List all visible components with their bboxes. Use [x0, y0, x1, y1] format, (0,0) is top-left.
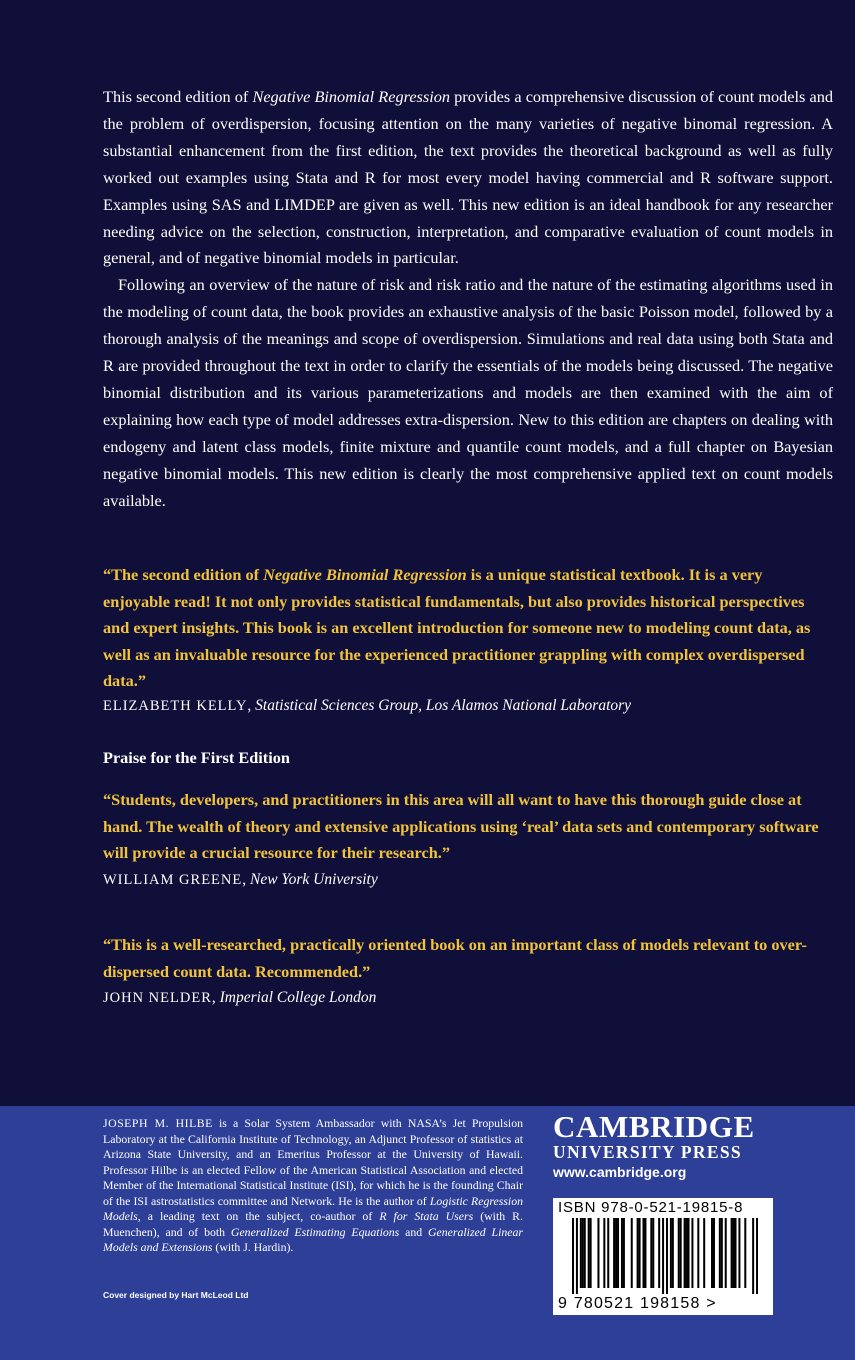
author-bio: JOSEPH M. HILBE is a Solar System Ambassador with NASA’s Jet Propulsion Laboratory at the California Institute of Technology, an Adjunct Professor of statistics at Arizona State University, and an Emeritus Professor at the University of Hawaii. Professor Hilbe is an elected Fellow of the American Statistical Association and elected Member of the International Statistical Institute (ISI), for which he is the founding Chair of the ISI astrostatistics committee and Network. He is the author of Logistic Regression Models, a leading text on the subject, co-author of R for Stata Users (with R. Muenchen), and of both Generalized Estimating Equations and Generalized Linear Models and Extensions (with J. Hardin). — [103, 1116, 523, 1254]
barcode-bar — [615, 1218, 617, 1288]
review-attribution-nelder: JOHN NELDER, Imperial College London — [103, 989, 377, 1006]
barcode-bar — [721, 1218, 723, 1288]
book-title: Negative Binomial Regression — [252, 87, 451, 106]
review-attribution-greene: WILLIAM GREENE, New York University — [103, 871, 378, 888]
barcode-bar — [713, 1218, 715, 1288]
review-quote-greene: “Students, developers, and practitioners in this area will all want to have this thorough guide close at hand. The wealth of theory and extensive applications using ‘real’ data sets and contemporary software will provide a crucial resource for their research.” — [103, 790, 819, 863]
publisher-logo — [553, 1111, 755, 1182]
barcode-bar — [735, 1218, 737, 1288]
barcode-bar — [650, 1218, 652, 1288]
publisher-url: www.cambridge.org — [553, 1164, 687, 1180]
barcode-bar — [670, 1218, 672, 1288]
barcode-bar — [582, 1218, 584, 1288]
barcode-bar — [686, 1218, 688, 1288]
author-name: JOSEPH M. HILBE — [103, 1116, 213, 1130]
cover-credit: Cover designed by Hart McLeod Ltd — [103, 1290, 249, 1300]
reviewer-name: WILLIAM GREENE — [103, 872, 243, 888]
barcode-bar — [617, 1218, 619, 1288]
barcode-bar — [637, 1218, 639, 1288]
barcode-bar — [662, 1218, 664, 1294]
reviewer-affiliation: Statistical Sciences Group, Los Alamos National Laboratory — [255, 697, 632, 714]
barcode-bar — [590, 1218, 592, 1288]
praise-heading: Praise for the First Edition — [103, 748, 290, 767]
barcode-bar — [572, 1218, 574, 1294]
barcode-bar — [623, 1218, 625, 1288]
barcode-bar — [703, 1218, 705, 1288]
barcode-bar — [576, 1218, 578, 1294]
barcode-bar — [597, 1218, 599, 1288]
publisher-name: CAMBRIDGE — [553, 1109, 755, 1144]
barcode-bar — [584, 1218, 586, 1288]
barcode-bar — [580, 1218, 582, 1288]
reviewer-name: JOHN NELDER — [103, 990, 212, 1006]
barcode-bar — [752, 1218, 754, 1294]
barcode-bar — [719, 1218, 721, 1288]
reviewer-affiliation: Imperial College London — [219, 989, 377, 1006]
barcode-bar — [697, 1218, 699, 1288]
barcode-digits: 9 780521 198158 > — [558, 1295, 717, 1312]
barcode-bar — [731, 1218, 733, 1288]
barcode-bar — [725, 1218, 727, 1288]
barcode-bar — [652, 1218, 654, 1288]
barcode-bar — [738, 1218, 740, 1288]
barcode-bar — [688, 1218, 690, 1288]
blurb-paragraph-2: Following an overview of the nature of risk and risk ratio and the nature of the estimating algorithms used in the modeling of count data, the book provides an exhaustive analysis of the basic Poisson model, followed by a thorough analysis of the meanings and scope of overdispersion. Simulations and real data using both Stata and R are provided throughout the text in order to clarify the essentials of the models being discussed. The negative binomial distribution and its various parameterizations and models are then examined with the aim of explaining how each type of model addresses extra-dispersion. New to this edition are chapters on dealing with endogeny and latent class models, finite mixture and quantile count models, and a full chapter on Bayesian negative binomial models. This new edition is clearly the most comprehensive applied text on count models available. — [103, 275, 833, 510]
barcode-bar — [684, 1218, 686, 1288]
barcode-bar — [603, 1218, 605, 1288]
barcode-bar — [672, 1218, 674, 1288]
book-title: Negative Binomial Regression — [263, 565, 467, 584]
barcode-icon — [572, 1218, 758, 1294]
review-quote-kelly: “The second edition of Negative Binomial Regression is a unique statistical textbook. It is a very enjoyable read! It not only provides statistical fundamentals, but also provides historical perspectives and expert insights. This book is an excellent introduction for someone new to modeling count data, as well as an invaluable resource for the experienced practitioner grappling with complex overdispersed data.” — [103, 565, 811, 691]
review-quote-nelder: “This is a well-researched, practically oriented book on an important class of models relevant to over-dispersed count data. Recommended.” — [103, 935, 807, 981]
barcode-bar — [631, 1218, 633, 1288]
isbn-label: ISBN 978-0-521-19815-8 — [558, 1199, 744, 1216]
barcode-bar — [756, 1218, 758, 1294]
publisher-subtitle: UNIVERSITY PRESS — [553, 1142, 742, 1162]
barcode-bar — [613, 1218, 615, 1288]
barcode-bar — [642, 1218, 644, 1288]
barcode-bar — [733, 1218, 735, 1288]
blurb-paragraph-1: This second edition of Negative Binomial Regression provides a comprehensive discussion of count models and the problem of overdispersion, focusing attention on the many varieties of negative binomal regression. A substantial enhancement from the first edition, the text provides the theoretical background as well as fully worked out examples using Stata and R for most every model having commercial and R software support. Examples using SAS and LIMDEP are given as well. This new edition is an ideal handbook for any researcher needing advice on the selection, construction, interpretation, and comparative evaluation of count models in general, and of negative binomial models in particular. — [103, 87, 834, 268]
reviewer-affiliation: New York University — [249, 871, 378, 888]
barcode-bar — [691, 1218, 693, 1288]
description-blurb — [103, 84, 833, 515]
barcode-bar — [621, 1218, 623, 1288]
barcode-bar — [588, 1218, 590, 1288]
reviewer-name: ELIZABETH KELLY — [103, 698, 248, 714]
barcode-bar — [658, 1218, 660, 1288]
barcode-bar — [680, 1218, 682, 1288]
barcode-bar — [607, 1218, 609, 1288]
barcode-bar — [711, 1218, 713, 1288]
barcode-bar — [666, 1218, 668, 1294]
barcode-bar — [744, 1218, 746, 1288]
barcode-bar — [639, 1218, 641, 1288]
barcode-bar — [678, 1218, 680, 1288]
isbn-barcode — [553, 1198, 773, 1315]
barcode-bar — [644, 1218, 646, 1288]
review-attribution-kelly: ELIZABETH KELLY, Statistical Sciences Group, Los Alamos National Laboratory — [103, 697, 632, 714]
